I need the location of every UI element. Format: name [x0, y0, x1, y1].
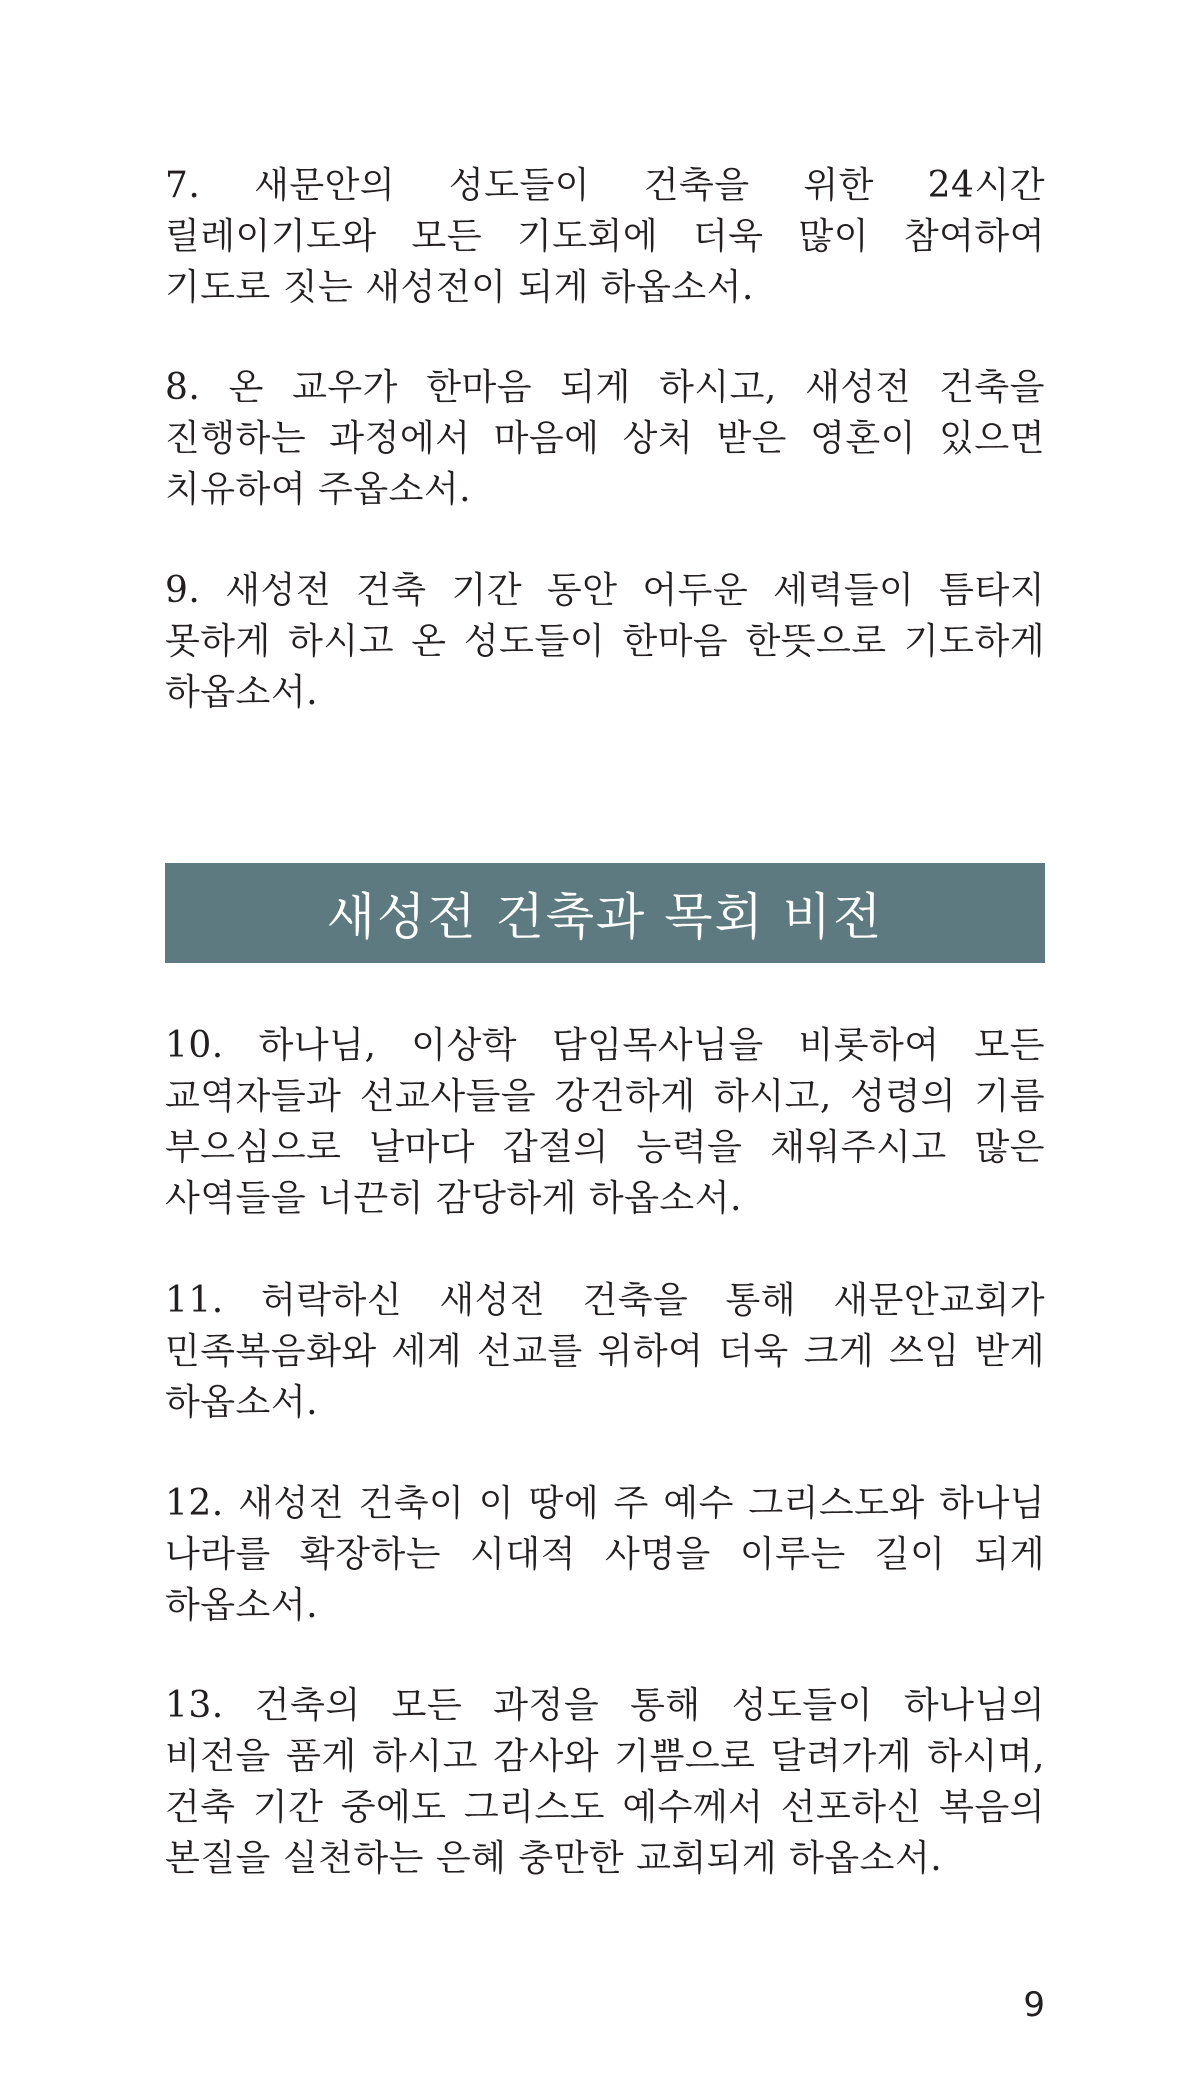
prayer-item-8: 8. 온 교우가 한마음 되게 하시고, 새성전 건축을 진행하는 과정에서 마음에 상처 받은 영혼이 있으면 치유하여 주옵소서.	[165, 367, 1045, 510]
section-header-band	[165, 863, 1045, 963]
prayer-item-7: 7. 새문안의 성도들이 건축을 위한 24시간 릴레이기도와 모든 기도회에 더욱 많이 참여하여 기도로 짓는 새성전이 되게 하옵소서.	[165, 165, 1045, 308]
section-title: 새성전 건축과 목회 비전	[326, 888, 884, 946]
prayer-item-10: 10. 하나님, 이상학 담임목사님을 비롯하여 모든 교역자들과 선교사들을 강건하게 하시고, 성령의 기름 부으심으로 날마다 갑절의 능력을 채워주시고 많은 사역들을 너끈히 감당하게 하옵소서.	[165, 1025, 1045, 1219]
prayer-item-11: 11. 허락하신 새성전 건축을 통해 새문안교회가 민족복음화와 세계 선교를 위하여 더욱 크게 쓰임 받게 하옵소서.	[165, 1280, 1045, 1423]
prayer-item-9: 9. 새성전 건축 기간 동안 어두운 세력들이 틈타지 못하게 하시고 온 성도들이 한마음 한뜻으로 기도하게 하옵소서.	[165, 570, 1045, 713]
prayer-item-12: 12. 새성전 건축이 이 땅에 주 예수 그리스도와 하나님 나라를 확장하는 시대적 사명을 이루는 길이 되게 하옵소서.	[165, 1483, 1045, 1626]
prayer-item-13: 13. 건축의 모든 과정을 통해 성도들이 하나님의 비전을 품게 하시고 감사와 기쁨으로 달려가게 하시며, 건축 기간 중에도 그리스도 예수께서 선포하신 복음의 본질을 실천하는 은혜 충만한 교회되게 하옵소서.	[165, 1685, 1045, 1879]
page-number: 9	[1023, 1985, 1045, 2025]
